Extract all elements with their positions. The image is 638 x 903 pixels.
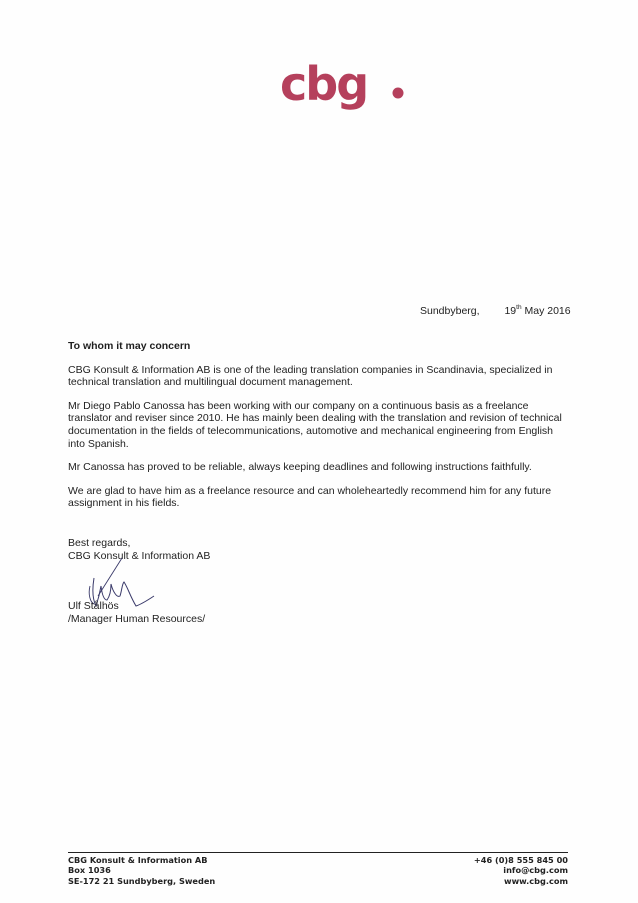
date-suffix: th bbox=[516, 304, 522, 311]
svg-text:cbg: cbg bbox=[280, 60, 368, 111]
cbg-logo bbox=[278, 60, 408, 122]
paragraph-recommendation: We are glad to have him as a freelance resource and can wholeheartedly recommend him for any future assignment in his fields. bbox=[68, 484, 552, 510]
date-month-year: May 2016 bbox=[521, 305, 571, 317]
footer-company: CBG Konsult & Information AB bbox=[68, 855, 208, 865]
footer-contact bbox=[420, 855, 568, 886]
signer-name: Ulf Stålhös bbox=[68, 600, 119, 612]
footer-website[interactable]: www.cbg.com bbox=[504, 875, 568, 886]
salutation: To whom it may concern bbox=[68, 340, 191, 352]
closing-regards: Best regards, bbox=[68, 537, 131, 549]
signer-title: /Manager Human Resources/ bbox=[68, 612, 206, 625]
footer-divider bbox=[68, 852, 568, 853]
footer-street: SE-172 21 Sundbyberg, Sweden bbox=[68, 875, 216, 886]
footer-box: Box 1036 bbox=[68, 865, 111, 876]
date-day: 19 bbox=[504, 305, 517, 317]
paragraph-work-history: Mr Diego Pablo Canossa has been working with our company on a continuous basis as a freelance translator and reviser since 2010. He has mainly been dealing with the translation and revision of technical documentation in the fields of telecommunications, automotive and mechanical engineering from English into Spanish. bbox=[68, 399, 562, 450]
paragraph-reliability: Mr Canossa has proved to be reliable, always keeping deadlines and following instructions faithfully. bbox=[68, 461, 532, 474]
place-and-date bbox=[420, 305, 571, 317]
footer-phone: +46 (0)8 555 845 00 bbox=[473, 855, 568, 865]
cbg-logo-icon bbox=[278, 60, 408, 122]
closing-company: CBG Konsult & Information AB bbox=[68, 549, 211, 562]
signer-block bbox=[68, 600, 205, 625]
letter-body bbox=[68, 340, 568, 521]
footer-address bbox=[68, 855, 215, 886]
letter-date bbox=[504, 305, 570, 317]
letter-place: Sundbyberg, bbox=[420, 305, 480, 317]
paragraph-company-intro: CBG Konsult & Information AB is one of the leading translation companies in Scandinavia, specialized in technical translation and multilingual document management. bbox=[68, 363, 553, 389]
footer-email[interactable]: info@cbg.com bbox=[503, 865, 568, 876]
